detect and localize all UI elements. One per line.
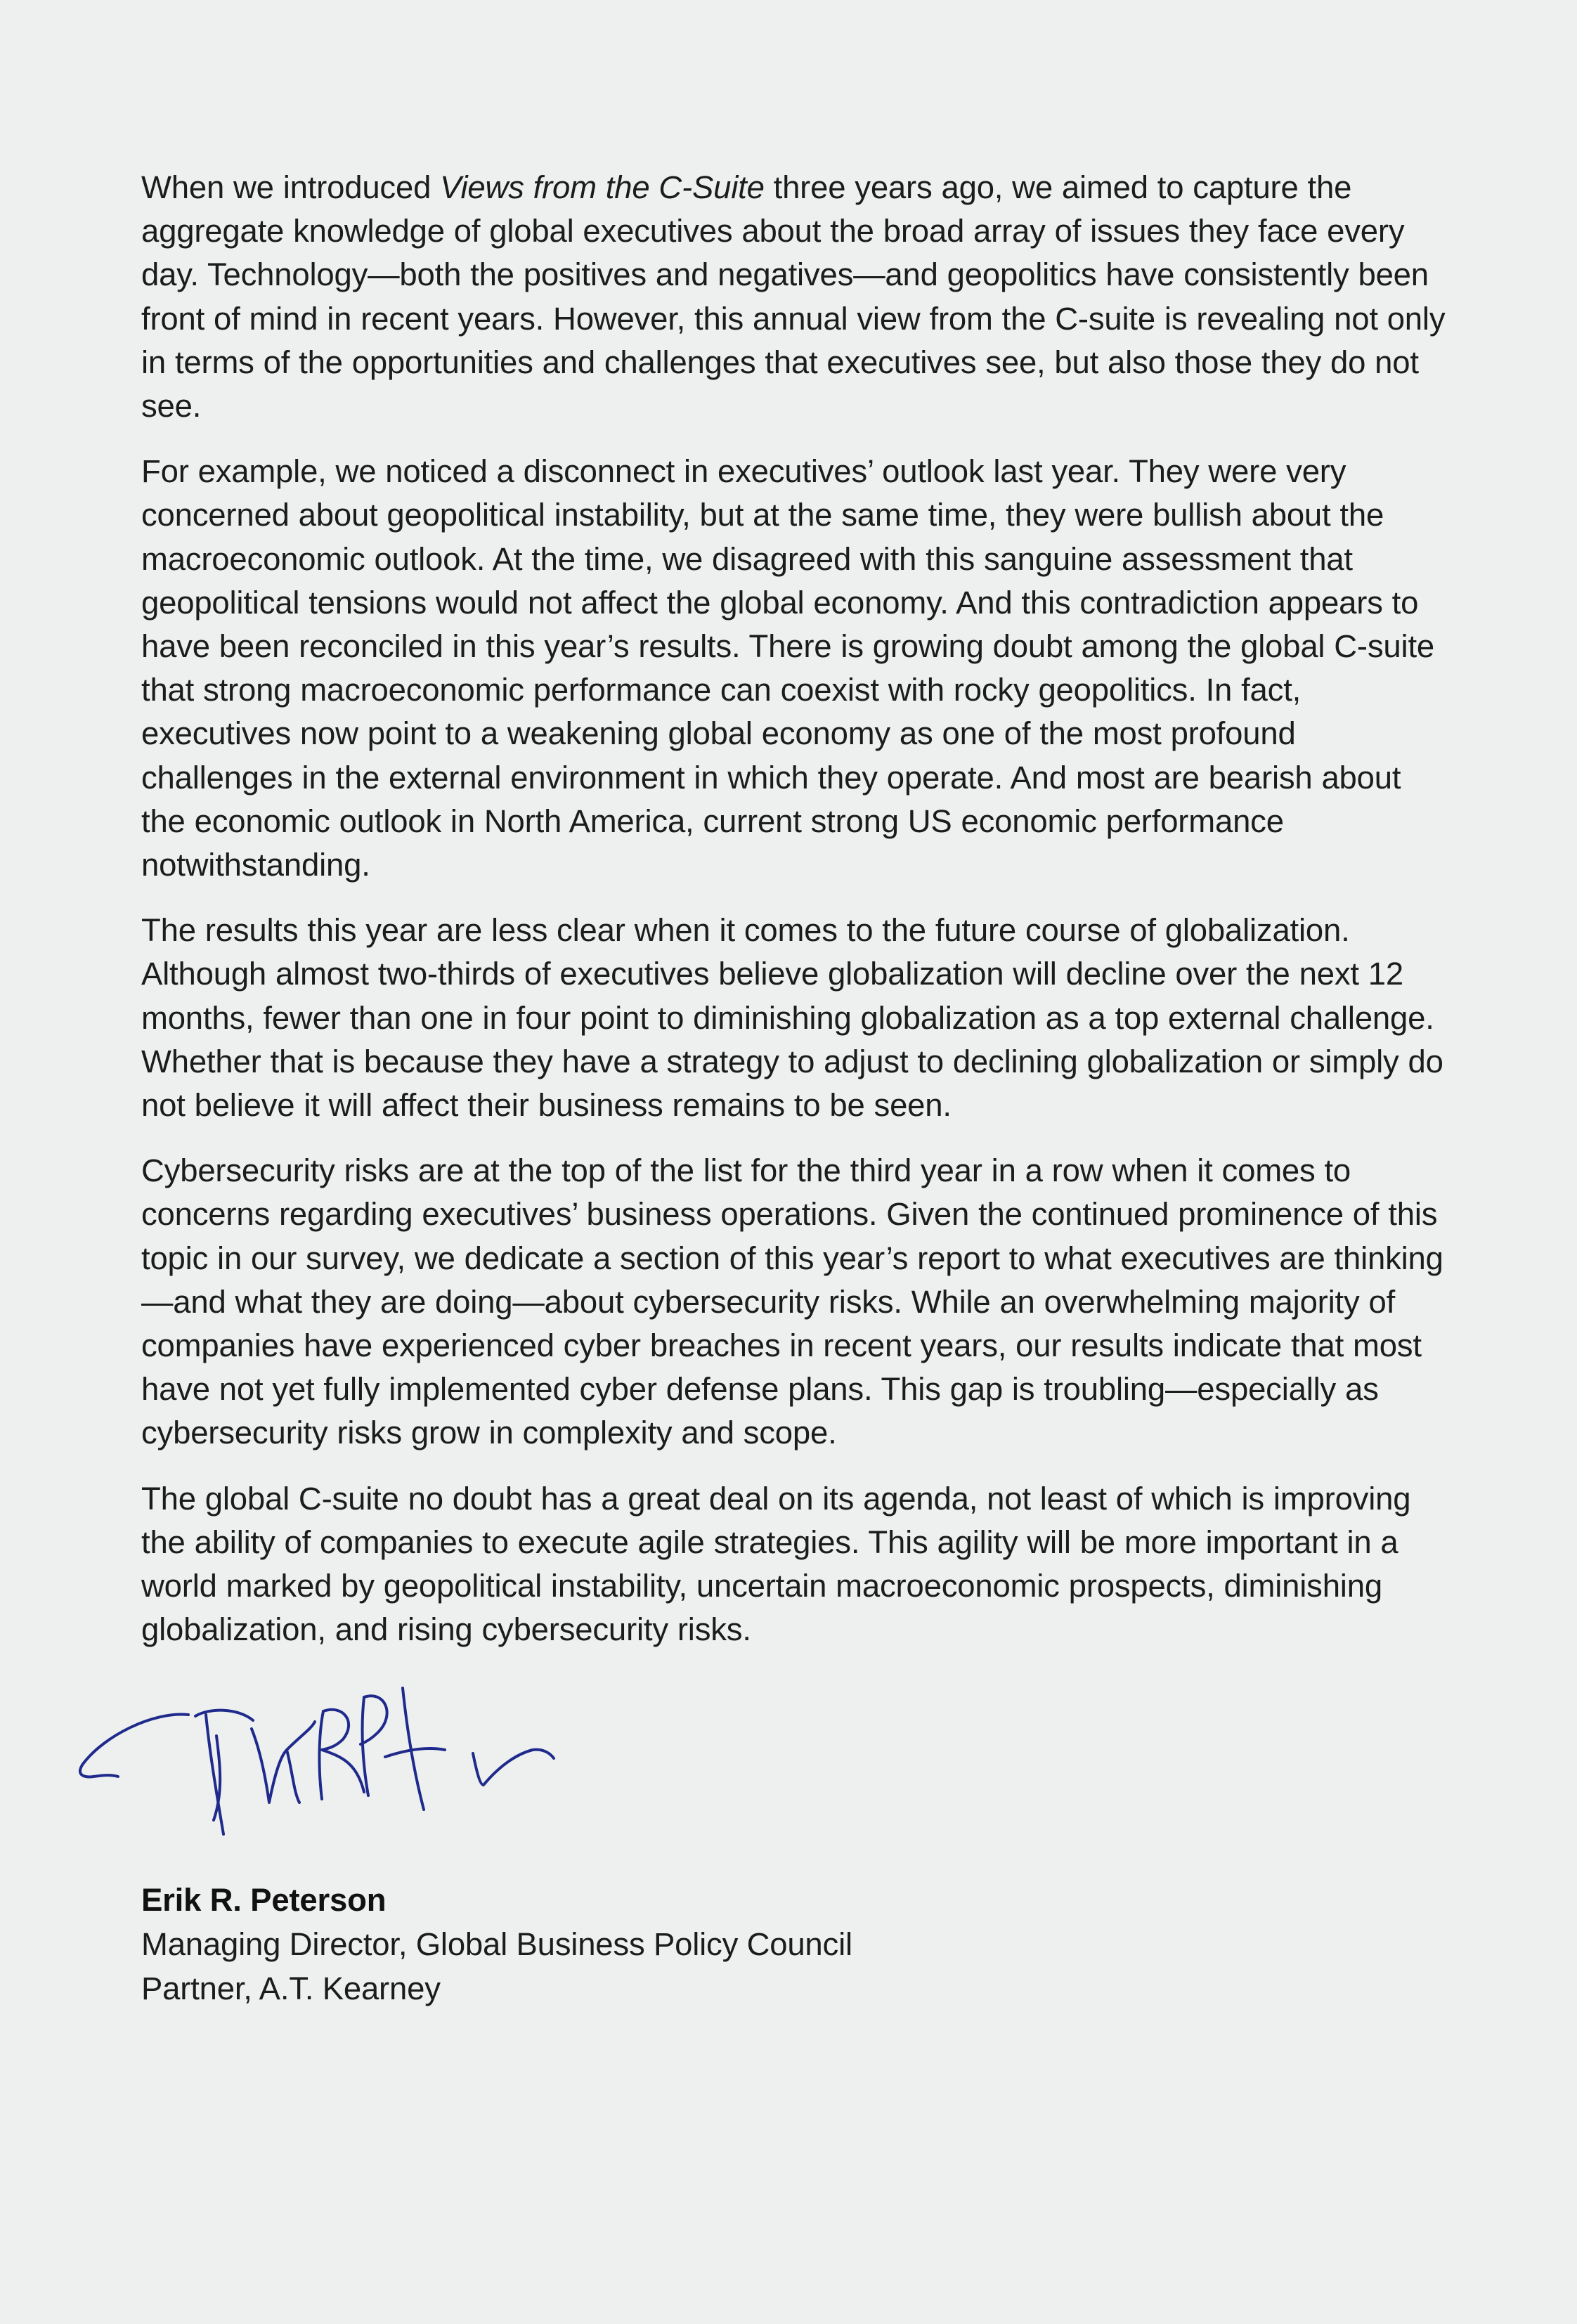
paragraph-cybersecurity: Cybersecurity risks are at the top of the list for the third year in a row when it comes to concerns regarding executives’ business operations. Given the continued prominence of this topic in our survey, we dedicate a section of this year’s report to what executives are thinking—and what they are doing—about cybersecurity risks. While an overwhelming majority of companies have experienced cyber breaches in recent years, our results indicate that most have not yet fully implemented cyber defense plans. This gap is troubling—especially as cybersecurity risks grow in complexity and scope. [141, 1153, 1443, 1451]
handwritten-signature-icon [76, 1680, 666, 1862]
paragraph-macroeconomic: For example, we noticed a disconnect in executives’ outlook last year. They were very concerned about geopolitical instability, but at the same time, they were bullish about the macroeconomic outlook. At the time, we disagreed with this sanguine assessment that geopolitical tensions would not affect the global economy. And this contradiction appears to have been reconciled in this year’s results. There is growing doubt among the global C-suite that strong macroeconomic performance can coexist with rocky geopolitics. In fact, executives now point to a weakening global economy as one of the most profound challenges in the external environment in which they operate. And most are bearish about the economic outlook in North America, current strong US economic performance notwithstanding. [141, 453, 1434, 883]
paragraph-intro [141, 166, 1448, 428]
signoff-block [141, 1878, 852, 2011]
paragraph-intro-rest: three years ago, we aimed to capture the aggregate knowledge of global executives about the broad array of issues they face every day. Technology—both the positives and negatives—and geopolitics have consistently been front of mind in recent years. However, this annual view from the C-suite is revealing not only in terms of the opportunities and challenges that executives see, but also those they do not see. [141, 169, 1446, 424]
paragraph-globalization: The results this year are less clear when it comes to the future course of globalization. Although almost two-thirds of executives believe globalization will decline over the next 12 months, fewer than one in four point to diminishing globalization as a top external challenge. Whether that is because they have a strategy to adjust to declining globalization or simply do not believe it will affect their business remains to be seen. [141, 912, 1443, 1124]
paragraph-conclusion: The global C-suite no doubt has a great deal on its agenda, not least of which is improving the ability of companies to execute agile strategies. This agility will be more important in a world marked by geopolitical instability, uncertain macroeconomic prospects, diminishing globalization, and rising cybersecurity risks. [141, 1480, 1411, 1648]
letter-body [141, 166, 1448, 1674]
signer-name: Erik R. Peterson [141, 1882, 387, 1918]
signer-title: Managing Director, Global Business Policy Council [141, 1926, 852, 1962]
paragraph-intro-lead: When we introduced [141, 169, 441, 205]
report-title: Views from the C-Suite [440, 169, 765, 205]
signer-affiliation: Partner, A.T. Kearney [141, 1971, 441, 2006]
